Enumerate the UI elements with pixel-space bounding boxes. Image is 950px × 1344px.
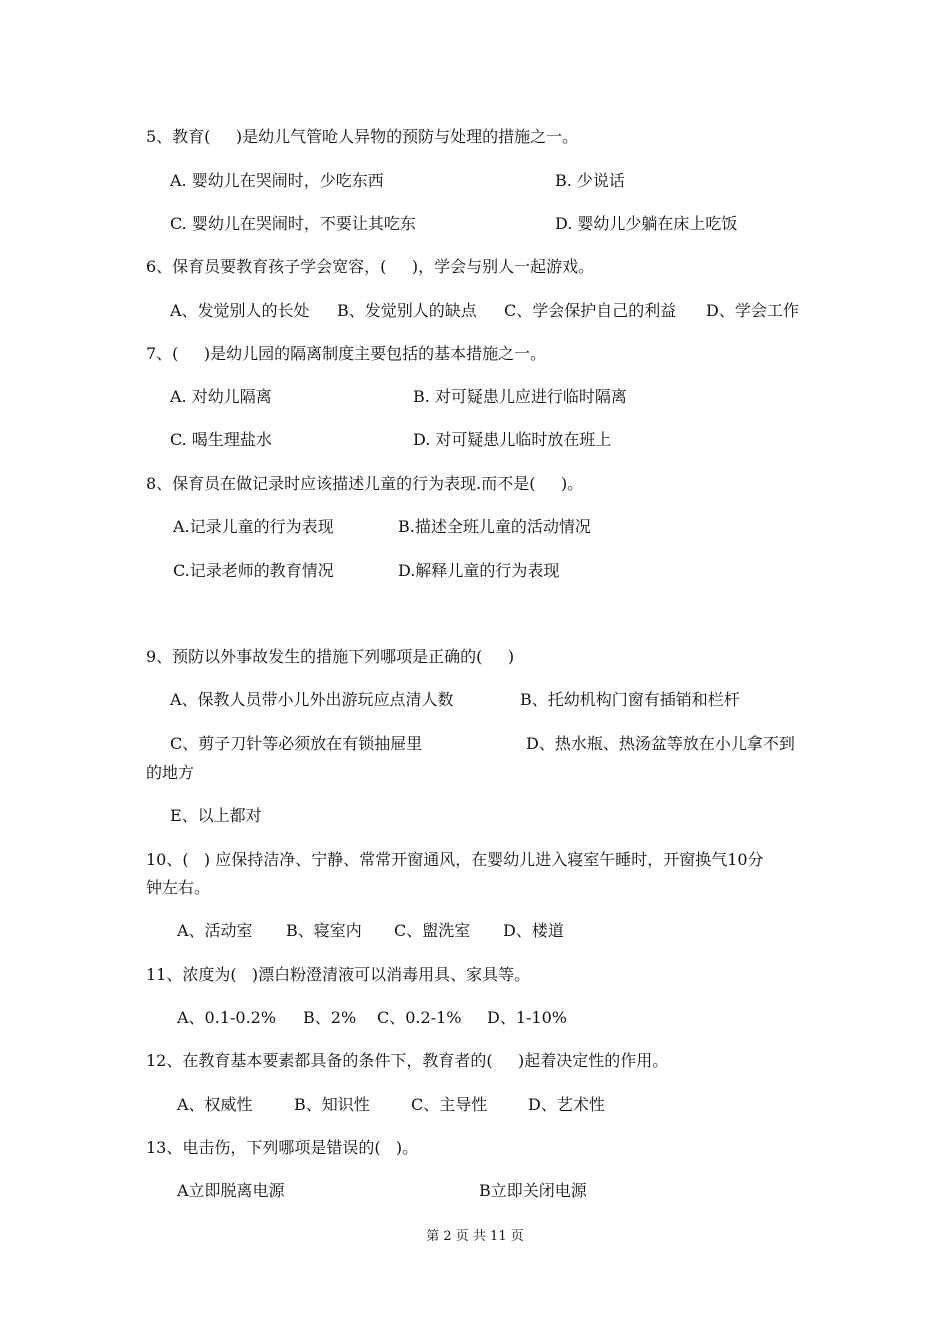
question-9-option-d-continued: 的地方 (146, 763, 195, 782)
question-7-option-b: B. 对可疑患儿应进行临时隔离 (413, 387, 627, 406)
question-9-option-d: D、热水瓶、热汤盆等放在小儿拿不到 (526, 734, 795, 753)
page-number: 第 2 页 共 11 页 (426, 1229, 524, 1244)
question-12-option-b: B、知识性 (294, 1095, 370, 1114)
question-9-option-c: C、剪子刀针等必须放在有锁抽屉里 (170, 734, 423, 753)
question-7-option-d: D. 对可疑患儿临时放在班上 (413, 430, 612, 449)
question-6-option-d: D、学会工作 (706, 301, 799, 320)
question-10-option-b: B、寝室内 (286, 921, 362, 940)
question-12-option-a: A、权威性 (177, 1095, 253, 1114)
question-10-option-d: D、楼道 (503, 921, 564, 940)
question-6-option-a: A、发觉别人的长处 (170, 301, 310, 320)
question-5-option-c: C. 婴幼儿在哭闹时，不要让其吃东 (170, 214, 416, 233)
question-11-stem: 11、浓度为( )漂白粉澄清液可以消毒用具、家具等。 (146, 965, 531, 984)
question-10-option-c: C、盥洗室 (394, 921, 471, 940)
question-10-stem-continued: 钟左右。 (146, 878, 211, 897)
question-5-stem: 5、教育( )是幼儿气管呛人异物的预防与处理的措施之一。 (146, 127, 579, 146)
question-9-option-a: A、保教人员带小儿外出游玩应点清人数 (170, 690, 454, 709)
question-6-option-b: B、发觉别人的缺点 (337, 301, 477, 320)
question-13-option-a: A立即脱离电源 (177, 1181, 285, 1200)
question-11-option-b: B、2% (303, 1008, 357, 1027)
question-8-option-d: D.解释儿童的行为表现 (398, 561, 560, 580)
question-10-option-a: A、活动室 (177, 921, 253, 940)
question-6-stem: 6、保育员要教育孩子学会宽容，( )，学会与别人一起游戏。 (146, 257, 595, 276)
question-9-stem: 9、预防以外事故发生的措施下列哪项是正确的( ) (146, 647, 515, 666)
question-7-stem: 7、( )是幼儿园的隔离制度主要包括的基本措施之一。 (146, 344, 547, 363)
question-10-stem: 10、( ) 应保持洁净、宁静、常常开窗通风，在婴幼儿进入寝室午睡时，开窗换气10分 (146, 850, 764, 869)
question-8-option-a: A.记录儿童的行为表现 (173, 517, 334, 536)
question-8-stem: 8、保育员在做记录时应该描述儿童的行为表现.而不是( )。 (146, 474, 584, 493)
question-5-option-d: D. 婴幼儿少躺在床上吃饭 (555, 214, 738, 233)
question-6-option-c: C、学会保护自己的利益 (504, 301, 677, 320)
question-11-option-a: A、0.1-0.2% (177, 1008, 277, 1027)
question-7-option-c: C. 喝生理盐水 (170, 430, 272, 449)
question-12-stem: 12、在教育基本要素都具备的条件下，教育者的( )起着决定性的作用。 (146, 1051, 669, 1070)
question-11-option-d: D、1-10% (487, 1008, 567, 1027)
question-9-option-e: E、以上都对 (170, 806, 262, 825)
question-5-option-a: A. 婴幼儿在哭闹时，少吃东西 (170, 171, 384, 190)
question-8-option-c: C.记录老师的教育情况 (173, 561, 334, 580)
question-9-option-b: B、托幼机构门窗有插销和栏杆 (520, 690, 740, 709)
question-11-option-c: C、0.2-1% (377, 1008, 462, 1027)
question-7-option-a: A. 对幼儿隔离 (170, 387, 272, 406)
question-13-option-b: B立即关闭电源 (479, 1181, 587, 1200)
question-13-stem: 13、电击伤，下列哪项是错误的( )。 (146, 1138, 419, 1157)
question-12-option-d: D、艺术性 (528, 1095, 605, 1114)
question-12-option-c: C、主导性 (411, 1095, 488, 1114)
question-5-option-b: B. 少说话 (555, 171, 625, 190)
question-8-option-b: B.描述全班儿童的活动情况 (398, 517, 591, 536)
